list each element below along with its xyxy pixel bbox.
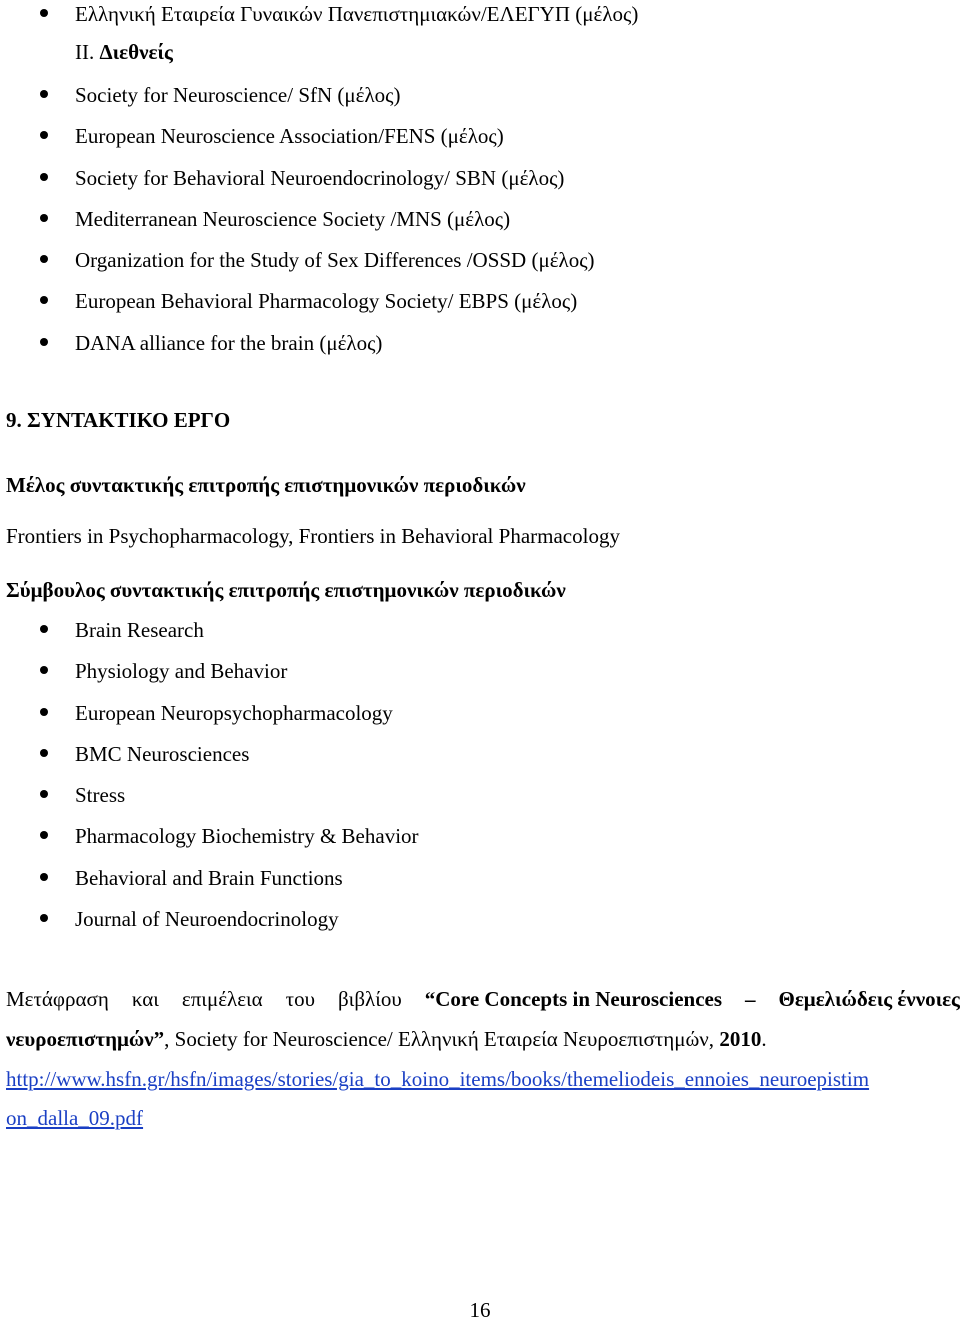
list-item: European Behavioral Pharmacology Society/ EBPS (μέλος) bbox=[0, 287, 960, 328]
translation-line-1 bbox=[6, 985, 960, 1013]
book-url-link-continued[interactable]: on_dalla_09.pdf bbox=[6, 1106, 144, 1130]
book-title-greek-part2: νευροεπιστημών” bbox=[6, 1027, 165, 1051]
list-item: Society for Neuroscience/ SfN (μέλος) bbox=[0, 81, 960, 122]
page-number: 16 bbox=[469, 1298, 491, 1322]
publisher-text: , Society for Neuroscience/ Ελληνική Εταιρεία Νευροεπιστημών, bbox=[164, 1027, 720, 1051]
list-item: BMC Neurosciences bbox=[0, 740, 960, 781]
list-item: DANA alliance for the brain (μέλος) bbox=[0, 329, 960, 370]
translation-line-2 bbox=[6, 1025, 767, 1053]
list-item: Mediterranean Neuroscience Society /MNS (μέλος) bbox=[0, 205, 960, 246]
editorial-board-journals: Frontiers in Psychopharmacology, Frontiers in Behavioral Pharmacology bbox=[6, 524, 620, 548]
list-item: Behavioral and Brain Functions bbox=[0, 864, 960, 905]
section-title: 9. ΣΥΝΤΑΚΤΙΚΟ ΕΡΓΟ bbox=[6, 408, 231, 432]
publication-year: 2010 bbox=[719, 1027, 762, 1051]
list-item: European Neuroscience Association/FENS (μέλος) bbox=[0, 122, 960, 163]
subsection-heading bbox=[75, 38, 173, 66]
subsection-title: Διεθνείς bbox=[99, 40, 173, 64]
advisory-board-heading: Σύμβουλος συντακτικής επιτροπής επιστημονικών περιοδικών bbox=[6, 578, 566, 602]
translation-word: του bbox=[285, 987, 316, 1011]
book-title-english: “Core Concepts in Neurosciences bbox=[424, 987, 723, 1011]
period: . bbox=[761, 1027, 767, 1051]
list-item: Society for Behavioral Neuroendocrinology/ SBN (μέλος) bbox=[0, 164, 960, 205]
list-item: Pharmacology Biochemistry & Behavior bbox=[0, 822, 960, 863]
list-item: Stress bbox=[0, 781, 960, 822]
list-item: European Neuropsychopharmacology bbox=[0, 699, 960, 740]
list-item: Physiology and Behavior bbox=[0, 657, 960, 698]
book-title-greek-part1: Θεμελιώδεις έννοιες bbox=[778, 987, 960, 1011]
translation-word: βιβλίου bbox=[338, 987, 402, 1011]
list-item: Journal of Neuroendocrinology bbox=[0, 905, 960, 946]
translation-word: επιμέλεια bbox=[181, 987, 263, 1011]
international-membership-list bbox=[0, 81, 960, 370]
list-item: Organization for the Study of Sex Differences /OSSD (μέλος) bbox=[0, 246, 960, 287]
list-item: Ελληνική Εταιρεία Γυναικών Πανεπιστημιακών/ΕΛΕΓΥΠ (μέλος) bbox=[0, 0, 960, 41]
book-url-link[interactable]: http://www.hsfn.gr/hsfn/images/stories/gia_to_koino_items/books/themeliodeis_ennoies_neuroepistim bbox=[6, 1067, 870, 1091]
translation-word: Μετάφραση bbox=[6, 987, 109, 1011]
editorial-board-heading: Μέλος συντακτικής επιτροπής επιστημονικών περιοδικών bbox=[6, 473, 526, 497]
top-membership-list bbox=[0, 0, 960, 41]
advisory-journal-list bbox=[0, 616, 960, 946]
subsection-number: II. bbox=[75, 40, 95, 64]
translation-word: και bbox=[131, 987, 159, 1011]
title-dash: – bbox=[745, 987, 756, 1011]
list-item: Brain Research bbox=[0, 616, 960, 657]
